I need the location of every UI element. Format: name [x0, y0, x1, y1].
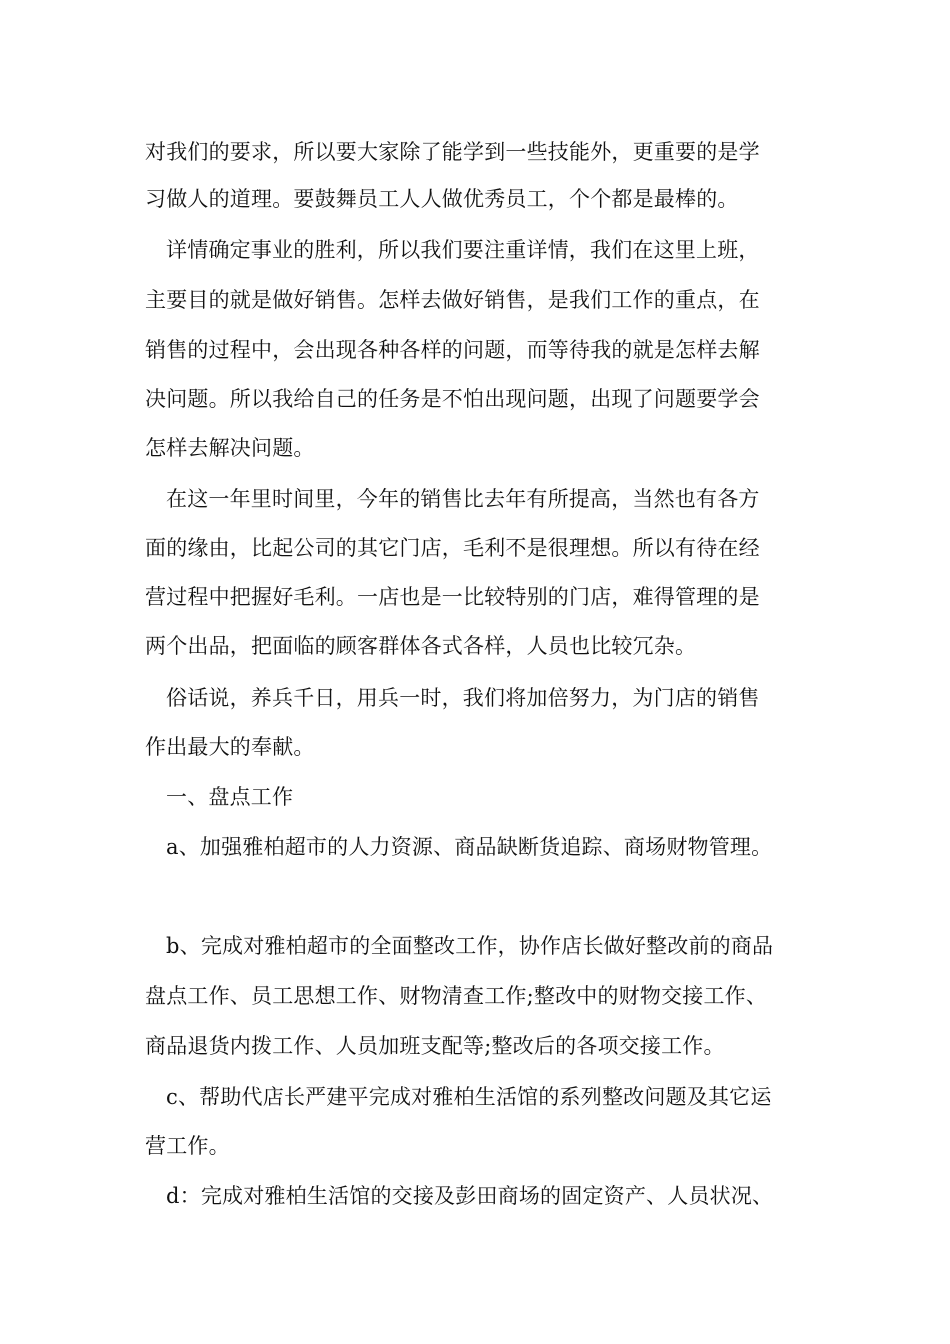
- text-line: 营过程中把握好毛利。一店也是一比较特别的门店，难得管理的是: [145, 585, 760, 609]
- text-line: 销售的过程中，会出现各种各样的问题，而等待我的就是怎样去解: [145, 338, 760, 362]
- text-line: 对我们的要求，所以要大家除了能学到一些技能外，更重要的是学: [145, 140, 760, 164]
- list-item: a、加强雅柏超市的人力资源、商品缺断货追踪、商场财物管理。: [166, 835, 773, 859]
- text-line: 营工作。: [145, 1134, 230, 1158]
- text-line: 两个出品，把面临的顾客群体各式各样，人员也比较冗杂。: [145, 634, 697, 658]
- text-line: 主要目的就是做好销售。怎样去做好销售，是我们工作的重点，在: [145, 288, 760, 312]
- section-heading: 一、盘点工作: [166, 785, 294, 809]
- text-line: 决问题。所以我给自己的任务是不怕出现问题，出现了问题要学会: [145, 387, 760, 411]
- text-line: 面的缘由，比起公司的其它门店，毛利不是很理想。所以有待在经: [145, 536, 760, 560]
- text-line: 习做人的道理。要鼓舞员工人人做优秀员工，个个都是最棒的。: [145, 187, 739, 211]
- text-line: 盘点工作、员工思想工作、财物清查工作;整改中的财物交接工作、: [145, 984, 768, 1008]
- text-line: 俗话说，养兵千日，用兵一时，我们将加倍努力，为门店的销售: [166, 686, 760, 710]
- list-item: c、帮助代店长严建平完成对雅柏生活馆的系列整改问题及其它运: [166, 1085, 772, 1109]
- text-line: 详情确定事业的胜利，所以我们要注重详情，我们在这里上班，: [166, 238, 760, 262]
- text-line: 在这一年里时间里，今年的销售比去年有所提高，当然也有各方: [166, 487, 760, 511]
- list-item: d：完成对雅柏生活馆的交接及彭田商场的固定资产、人员状况、: [166, 1184, 774, 1208]
- text-line: 作出最大的奉献。: [145, 735, 315, 759]
- text-line: 怎样去解决问题。: [145, 436, 315, 460]
- list-item: b、完成对雅柏超市的全面整改工作，协作店长做好整改前的商品: [166, 934, 774, 958]
- text-line: 商品退货内拨工作、人员加班支配等;整改后的各项交接工作。: [145, 1034, 725, 1058]
